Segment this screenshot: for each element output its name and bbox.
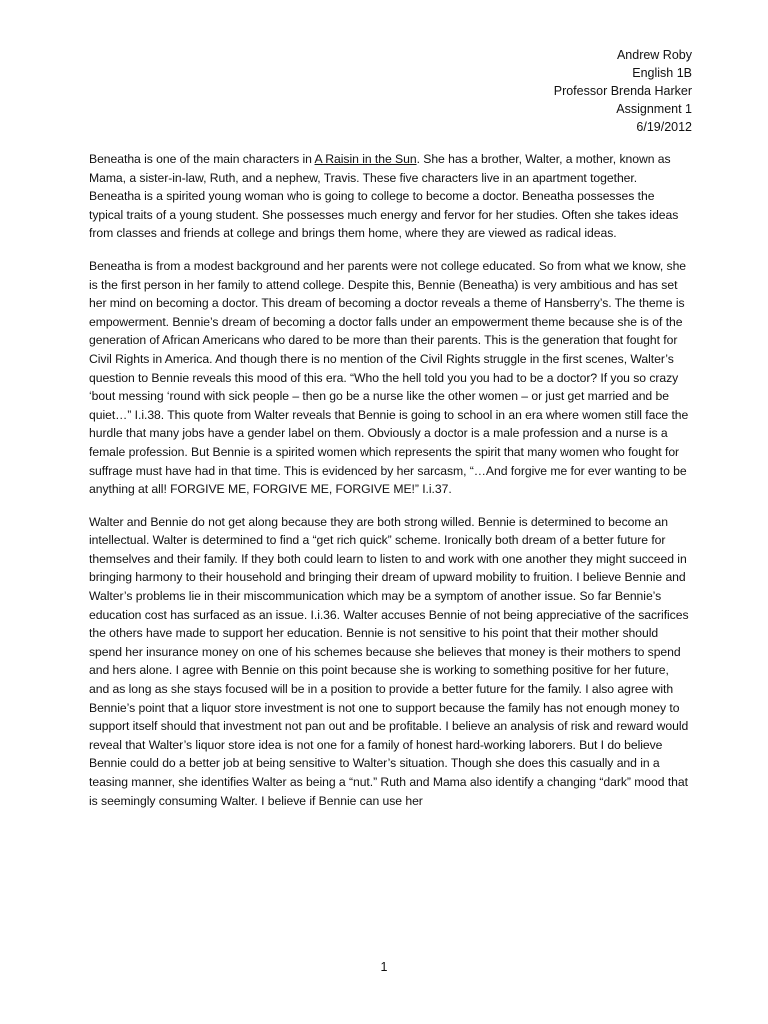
essay-body (89, 150, 689, 810)
author-name: Andrew Roby (616, 48, 692, 62)
page-number: 1 (380, 960, 388, 974)
paragraph-2: Beneatha is from a modest background and her parents were not college educated. So from what we know, she is the first person in her family to attend college. Despite this, Bennie (Beneatha) is very ambitious and has set her mind on becoming a doctor. This dream of becoming a doctor reveals a theme of Hansberry’s. The theme is empowerment. Bennie’s dream of becoming a doctor falls under an empowerment theme because she is of the generation of African Americans who dared to be more than their parents. This is the generation that fought for Civil Rights in America. And though there is no mention of the Civil Rights struggle in the first scenes, Walter’s question to Bennie reveals this mood of this era. “Who the hell told you you had to be a doctor? If you so crazy ‘bout messing ‘round with sick people – then go be a nurse like the other women – or just get married and be quiet…” I.i.38. This quote from Walter reveals that Bennie is going to school in an era where women still face the hurdle that many jobs have a gender label on them. Obviously a doctor is a male profession and a nurse is a female profession. But Bennie is a spirited women which represents the spirit that many women who fought for suffrage must have had in that time. This is evidenced by her sarcasm, “…And forgive me for ever wanting to be anything at all! FORGIVE ME, FORGIVE ME, FORGIVE ME!” I.i.37. (89, 258, 689, 497)
book-title: A Raisin in the Sun (314, 152, 417, 166)
professor-name: Professor Brenda Harker (553, 84, 692, 98)
paragraph-1-intro: Beneatha is one of the main characters in (89, 152, 315, 166)
paragraph-3: Walter and Bennie do not get along because they are both strong willed. Bennie is determined to become an intellectual. Walter is determined to find a “get rich quick” scheme. Ironically both dream of a better future for themselves and their family. If they both could learn to listen to and work with one another they might succeed in bringing harmony to their household and bringing their dream of upward mobility to fruition. I believe Bennie and Walter’s problems lie in their miscommunication which may be a symptom of another issue. So far Bennie’s education cost has surfaced as an issue. I.i.36. Walter accuses Bennie of not being appreciative of the sacrifices the others have made to support her education. Bennie is not sensitive to his point that their mother should spend her insurance money on one of his schemes because she believes that money is their mothers to spend and hers alone. I agree with Bennie on this point because she is working to something positive for her future, and as long as she stays focused will be in a position to provide a better future for the family. I also agree with Bennie’s point that a liquor store investment is not one to support because the family has not enough money to support itself should that investment not pan out and be profitable. I believe an analysis of risk and reward would reveal that Walter’s liquor store idea is not one for a family of honest hard-working laborers. But I do believe Bennie could do a better job at being sensitive to Walter’s situation. Though she does this casually and in a teasing manner, she identifies Walter as being a “nut.” Ruth and Mama also identify a changing “dark” mood that is seemingly consuming Walter. I believe if Bennie can use her (89, 514, 689, 808)
paragraph-1 (89, 150, 689, 243)
assignment-label: Assignment 1 (616, 102, 692, 116)
paragraph-1-rest: . She has a brother, Walter, a mother, known as Mama, a sister-in-law, Ruth, and a nephew, Travis. These five characters live in an apartment together. Beneatha is a spirited young woman who is going to college to become a doctor. Beneatha possesses the typical traits of a young student. She possesses much energy and fervor for her studies. Often she takes ideas from classes and friends at college and brings them home, where they are viewed as radical ideas. (89, 152, 679, 241)
document-header (554, 46, 692, 136)
course-name: English 1B (632, 66, 692, 80)
document-date: 6/19/2012 (636, 120, 692, 134)
